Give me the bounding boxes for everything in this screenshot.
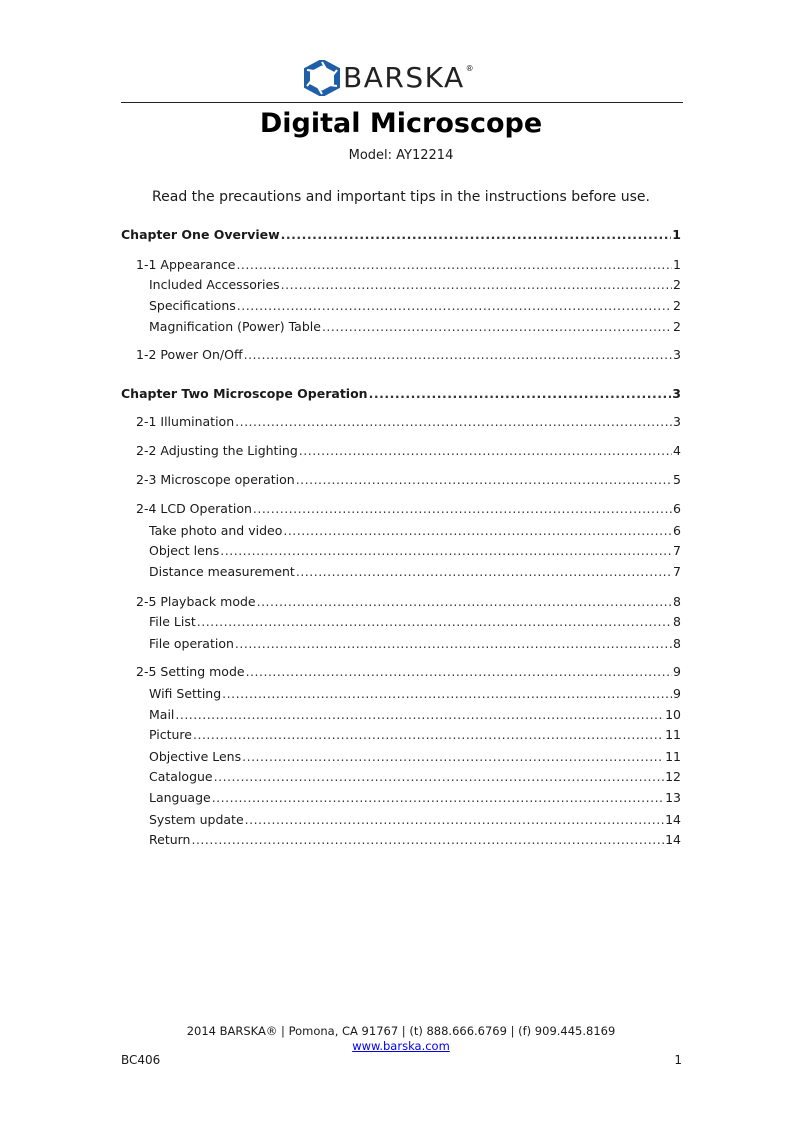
toc-chapter-one[interactable]: Chapter One Overview ..... 1 <box>121 227 681 243</box>
toc-entry-system-update[interactable]: System update ..... 14 <box>149 812 681 828</box>
toc-entry-catalogue[interactable]: Catalogue ..... 12 <box>149 769 681 785</box>
document-code: BC406 <box>121 1053 161 1067</box>
registered-mark: ® <box>465 63 474 73</box>
barska-logo <box>303 60 474 96</box>
toc-entry-file-operation[interactable]: File operation ..... 8 <box>149 636 681 652</box>
precaution-note: Read the precautions and important tips in the instructions before use. <box>152 189 650 205</box>
toc-entry-distance-measurement[interactable]: Distance measurement ..... 7 <box>149 564 681 580</box>
toc-entry-lcd-operation[interactable]: 2-4 LCD Operation ..... 6 <box>136 501 681 517</box>
toc-entry-power-on-off[interactable]: 1-2 Power On/Off ..... 3 <box>136 347 681 363</box>
toc-entry-file-list[interactable]: File List ..... 8 <box>149 614 681 630</box>
brand-name: BARSKA <box>343 61 465 94</box>
toc-entry-specifications[interactable]: Specifications ..... 2 <box>149 298 681 314</box>
toc-entry-objective-lens[interactable]: Objective Lens ..... 11 <box>149 749 681 765</box>
model-number: Model: AY12214 <box>348 148 454 163</box>
toc-entry-wifi-setting[interactable]: Wifi Setting ..... 9 <box>149 686 681 702</box>
barska-hexagon-icon <box>303 60 341 96</box>
toc-entry-adjusting-lighting[interactable]: 2-2 Adjusting the Lighting ..... 4 <box>136 443 681 459</box>
footer-website <box>0 1039 802 1053</box>
page-title: Digital Microscope <box>259 108 543 139</box>
toc-entry-playback-mode[interactable]: 2-5 Playback mode ..... 8 <box>136 594 681 610</box>
toc-entry-take-photo-video[interactable]: Take photo and video ..... 6 <box>149 523 681 539</box>
toc-entry-magnification-table[interactable]: Magnification (Power) Table ..... 2 <box>149 319 681 335</box>
toc-entry-appearance[interactable]: 1-1 Appearance ..... 1 <box>136 257 681 273</box>
toc-entry-included-accessories[interactable]: Included Accessories ..... 2 <box>149 277 681 293</box>
footer-address: 2014 BARSKA® | Pomona, CA 91767 | (t) 888.666.6769 | (f) 909.445.8169 <box>186 1024 616 1038</box>
toc-entry-illumination[interactable]: 2-1 Illumination ..... 3 <box>136 414 681 430</box>
page-number: 1 <box>674 1053 682 1067</box>
toc-entry-picture[interactable]: Picture ..... 11 <box>149 727 681 743</box>
toc-entry-object-lens[interactable]: Object lens ..... 7 <box>149 543 681 559</box>
toc-chapter-two[interactable]: Chapter Two Microscope Operation ..... 3 <box>121 386 681 402</box>
website-link[interactable]: www.barska.com <box>352 1039 450 1053</box>
toc-entry-mail[interactable]: Mail ..... 10 <box>149 707 681 723</box>
header-divider <box>121 102 683 103</box>
toc-entry-return[interactable]: Return ..... 14 <box>149 832 681 848</box>
toc-entry-microscope-operation[interactable]: 2-3 Microscope operation ..... 5 <box>136 472 681 488</box>
toc-entry-language[interactable]: Language ..... 13 <box>149 790 681 806</box>
toc-entry-setting-mode[interactable]: 2-5 Setting mode ..... 9 <box>136 664 681 680</box>
